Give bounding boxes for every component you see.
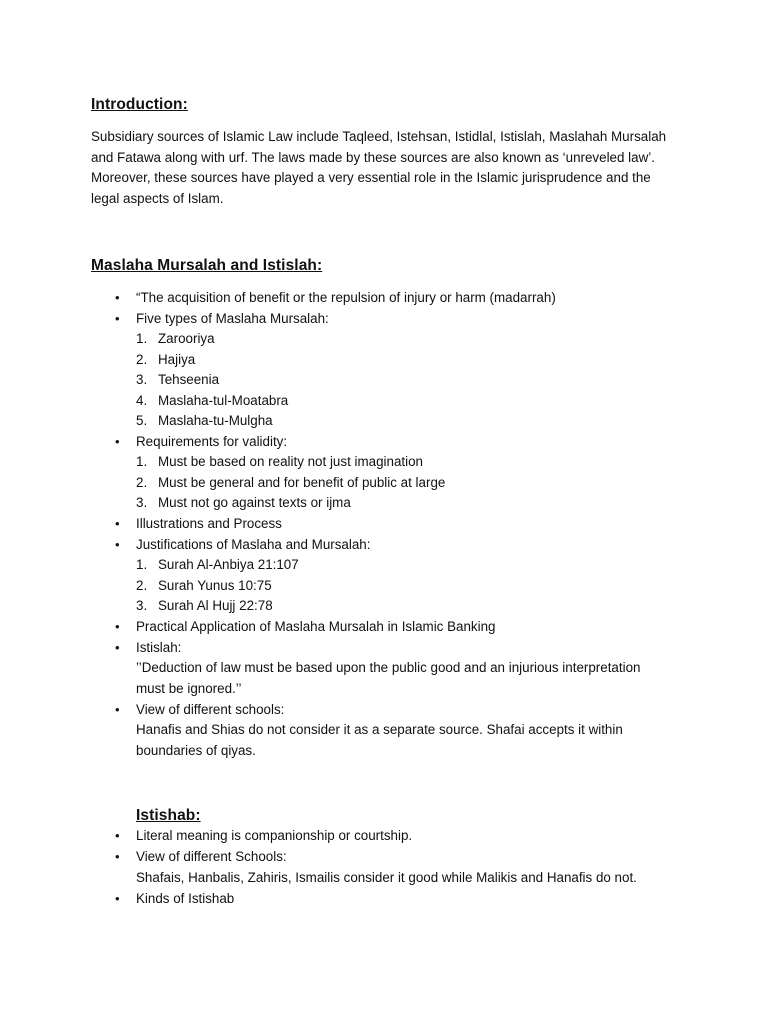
intro-line-1: Subsidiary sources of Islamic Law include Taqleed, Istehsan, Istidlal, Istislah, Maslahah Mursalah xyxy=(91,129,667,144)
bullet-marker: • xyxy=(115,516,120,531)
list-number: 1. xyxy=(136,331,148,346)
view-schools-line-2: boundaries of qiyas. xyxy=(136,743,256,758)
list-number: 1. xyxy=(136,557,148,572)
bullet-marker: • xyxy=(115,619,120,634)
bullet-literal-meaning: Literal meaning is companionship or courtship. xyxy=(136,828,413,843)
bullet-view-schools: View of different schools: xyxy=(136,702,285,717)
istislah-quote-line-1: ’’Deduction of law must be based upon the public good and an injurious interpretation xyxy=(136,660,641,675)
five-type-item: Zarooriya xyxy=(158,331,215,346)
justification-item: Surah Al Hujj 22:78 xyxy=(158,598,273,613)
list-number: 2. xyxy=(136,578,148,593)
intro-line-3: Moreover, these sources have played a very essential role in the Islamic jurisprudence and the xyxy=(91,170,651,185)
list-number: 3. xyxy=(136,495,148,510)
list-number: 4. xyxy=(136,393,148,408)
bullet-practical: Practical Application of Maslaha Mursalah in Islamic Banking xyxy=(136,619,496,634)
list-number: 3. xyxy=(136,598,148,613)
requirement-item: Must not go against texts or ijma xyxy=(158,495,351,510)
intro-line-4: legal aspects of Islam. xyxy=(91,191,224,206)
five-type-item: Maslaha-tu-Mulgha xyxy=(158,413,273,428)
justification-item: Surah Yunus 10:75 xyxy=(158,578,272,593)
five-type-item: Tehseenia xyxy=(158,372,220,387)
bullet-istislah: Istislah: xyxy=(136,640,182,655)
bullet-marker: • xyxy=(115,537,120,552)
bullet-marker: • xyxy=(115,434,120,449)
intro-line-2: and Fatawa along with urf. The laws made by these sources are also known as ‘unreveled law’. xyxy=(91,150,655,165)
istishab-view-text: Shafais, Hanbalis, Zahiris, Ismailis consider it good while Malikis and Hanafis do not. xyxy=(136,870,637,885)
list-number: 2. xyxy=(136,352,148,367)
list-number: 3. xyxy=(136,372,148,387)
bullet-marker: • xyxy=(115,891,120,906)
bullet-marker: • xyxy=(115,702,120,717)
bullet-marker: • xyxy=(115,640,120,655)
introduction-heading: Introduction: xyxy=(91,96,188,113)
requirement-item: Must be based on reality not just imagination xyxy=(158,454,423,469)
bullet-kinds-istishab: Kinds of Istishab xyxy=(136,891,235,906)
istishab-heading: Istishab: xyxy=(136,807,201,824)
istislah-quote-line-2: must be ignored.’’ xyxy=(136,681,242,696)
maslaha-heading: Maslaha Mursalah and Istislah: xyxy=(91,257,323,274)
bullet-istishab-view: View of different Schools: xyxy=(136,849,287,864)
bullet-marker: • xyxy=(115,311,120,326)
justification-item: Surah Al-Anbiya 21:107 xyxy=(158,557,299,572)
list-number: 5. xyxy=(136,413,148,428)
bullet-marker: • xyxy=(115,290,120,305)
requirement-item: Must be general and for benefit of public at large xyxy=(158,475,446,490)
bullet-acquisition: “The acquisition of benefit or the repulsion of injury or harm (madarrah) xyxy=(136,290,556,305)
five-type-item: Maslaha-tul-Moatabra xyxy=(158,393,289,408)
bullet-marker: • xyxy=(115,828,120,843)
bullet-requirements: Requirements for validity: xyxy=(136,434,288,449)
five-type-item: Hajiya xyxy=(158,352,196,367)
list-number: 1. xyxy=(136,454,148,469)
view-schools-line-1: Hanafis and Shias do not consider it as a separate source. Shafai accepts it within xyxy=(136,722,623,737)
bullet-marker: • xyxy=(115,849,120,864)
bullet-justifications: Justifications of Maslaha and Mursalah: xyxy=(136,537,371,552)
bullet-illustrations: Illustrations and Process xyxy=(136,516,282,531)
bullet-five-types: Five types of Maslaha Mursalah: xyxy=(136,311,329,326)
list-number: 2. xyxy=(136,475,148,490)
